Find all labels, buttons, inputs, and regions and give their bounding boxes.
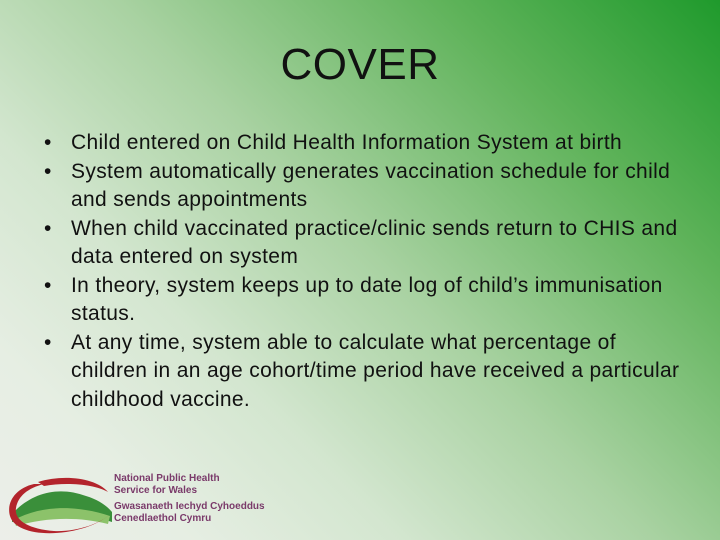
bullet-item (44, 329, 694, 415)
bullet-list (44, 129, 694, 414)
slide-title: COVER (280, 40, 440, 89)
nphs-logo-mark (4, 462, 114, 538)
logo-text (114, 473, 265, 525)
bullet-text: System automatically generates vaccination schedule for child and sends appointments (71, 159, 671, 211)
logo-line-3: Gwasanaeth Iechyd Cyhoeddus (114, 501, 265, 512)
bullet-text: Child entered on Child Health Information System at birth (71, 131, 623, 154)
bullet-text: At any time, system able to calculate what percentage of children in an age cohort/time period have received a particular childhood vaccine. (71, 330, 680, 411)
bullet-dot: • (44, 216, 52, 240)
red-swoosh-top (38, 478, 108, 492)
logo-line-4: Cenedlaethol Cymru (114, 513, 212, 524)
bullet-item (44, 272, 694, 329)
bullet-dot: • (44, 131, 52, 154)
bullet-item (44, 129, 694, 158)
bullet-dot: • (44, 273, 52, 297)
logo-line-2: Service for Wales (114, 485, 198, 496)
logo-line-1: National Public Health (114, 473, 220, 484)
bullet-item (44, 158, 694, 215)
bullet-text: In theory, system keeps up to date log of child’s immunisation status. (71, 273, 663, 325)
nphs-logo (4, 462, 304, 538)
bullet-dot: • (44, 159, 52, 183)
bullet-dot: • (44, 330, 52, 354)
bullet-item (44, 215, 694, 272)
bullet-text: When child vaccinated practice/clinic sends return to CHIS and data entered on system (71, 216, 678, 268)
